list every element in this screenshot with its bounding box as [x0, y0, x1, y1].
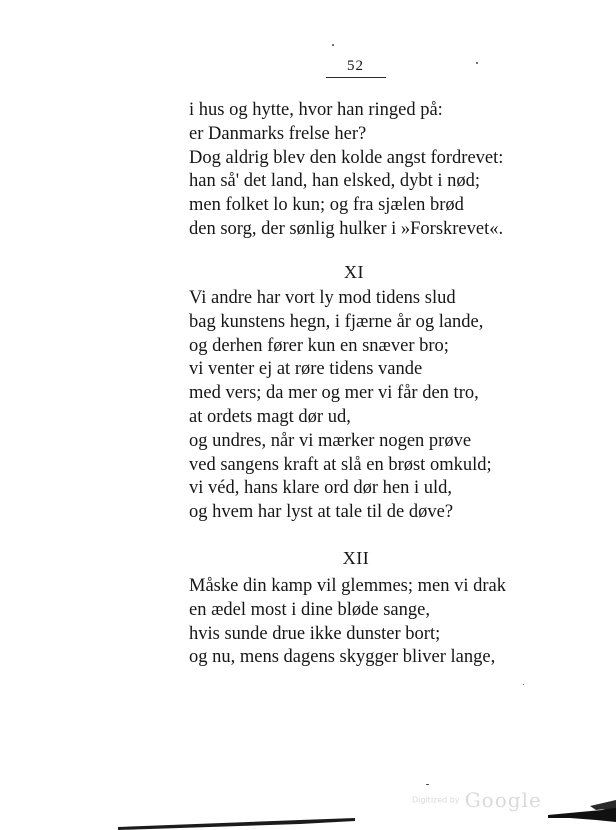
poem-line: vi venter ej at røre tidens vande	[189, 359, 423, 380]
watermark-small-text: Digitized by	[412, 795, 460, 805]
poem-line: og derhen fører kun en snæver bro;	[189, 335, 449, 356]
watermark-brand-text: Google	[464, 788, 542, 812]
poem-line: bag kunstens hegn, i fjærne år og lande,	[189, 311, 484, 332]
poem-line: at ordets magt dør ud,	[189, 406, 351, 427]
poem-line: ved sangens kraft at slå en brøst omkuld;	[189, 454, 492, 475]
poem-line: hvis sunde drue ikke dunster bort;	[189, 623, 441, 644]
bottom-left-edge-line	[118, 818, 355, 830]
poem-line: i hus og hytte, hvor han ringed på:	[189, 100, 443, 120]
poem-line: og hvem har lyst at tale til de døve?	[189, 502, 454, 523]
poem-line: med vers; da mer og mer vi får den tro,	[189, 383, 479, 404]
poem-line: og nu, mens dagens skygger bliver lange,	[189, 647, 496, 668]
poem-line: vi véd, hans klare ord dør hen i uld,	[189, 478, 453, 499]
poem-line: en ædel most i dine bløde sange,	[189, 599, 430, 620]
poem-line: han så' det land, han elsked, dybt i nød;	[189, 171, 481, 192]
poem-line: er Danmarks frelse her?	[189, 123, 367, 144]
poem-line: Dog aldrig blev den kolde angst fordrevet:	[189, 147, 504, 168]
poem-line: og undres, når vi mærker nogen prøve	[189, 430, 472, 451]
page-number: 52	[347, 58, 364, 74]
poem-line: den sorg, der sønlig hulker i »Forskrevet«.	[189, 218, 504, 239]
section-heading-xi: XI	[344, 262, 364, 282]
poem-line: men folket lo kun; og fra sjælen brød	[189, 195, 464, 216]
poem-line: Vi andre har vort ly mod tidens slud	[189, 288, 456, 308]
poem-line: Måske din kamp vil glemmes; men vi drak	[189, 576, 507, 596]
section-heading-xii: XII	[342, 548, 370, 568]
